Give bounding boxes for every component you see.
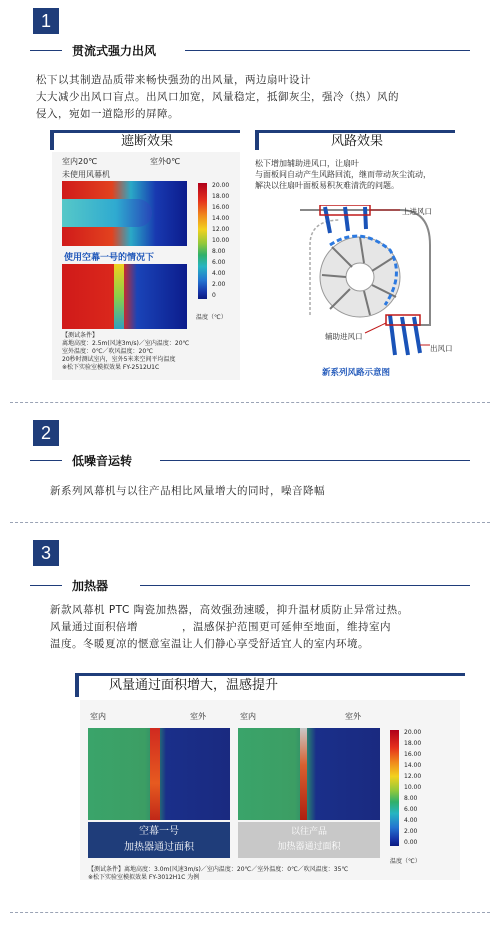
sim-new-heater: [88, 728, 230, 820]
right-outdoor-label: 室外: [345, 712, 361, 721]
airflow-desc-line: 与面板间自动产生风路回流，继而带动灰尘流动，: [255, 170, 431, 179]
section-1-para-line: 侵入，宛如一道隐形的屏障。: [36, 108, 179, 120]
section-2-rule-right: [160, 460, 470, 461]
indoor-label: 室内20℃: [62, 157, 98, 166]
no-curtain-label: 未使用风幕机: [62, 170, 110, 179]
outdoor-label: 室外0℃: [150, 157, 181, 166]
heating-temperature-legend: [390, 730, 399, 846]
left-indoor-label: 室内: [90, 712, 106, 721]
section-1-para-line: 松下以其制造品质带来畅快强劲的出风量，两边扇叶设计: [36, 74, 311, 86]
section-1-number: 1: [33, 8, 59, 34]
section-3-para-line: 新款风幕机 PTC 陶瓷加热器，高效强劲速暖，抑升温材质防止异常过热。: [50, 604, 409, 616]
top-inlet-label: 上进风口: [402, 207, 432, 216]
test-line: ※松下实验室模拟效果 FY-3012H1C 为例: [88, 874, 200, 881]
legend-label: 2.00: [404, 828, 418, 835]
legend-label: 20.00: [212, 182, 230, 189]
test-line: 20秒时测试室内，室外5米来空间平均温度: [62, 356, 176, 363]
legend-label: 18.00: [212, 193, 230, 200]
caption-line: 加热器通过面积: [277, 842, 341, 852]
test-line: 【测试条件】: [62, 332, 99, 339]
airflow-desc: [255, 158, 470, 191]
left-outdoor-label: 室外: [190, 712, 206, 721]
heating-test-conditions: [88, 866, 468, 882]
with-curtain-label: 使用空幕一号的情况下: [64, 253, 155, 263]
test-line: 离地高度：2.5m(风速3m/s)／室内温度：20℃: [62, 340, 190, 347]
caption-line: 加热器通过面积: [124, 842, 194, 853]
section-3-para: [50, 602, 485, 653]
section-1-para-line: 大大减少出风口盲点。出风口加宽，风量稳定，抵御灰尘，强冷（热）风的: [36, 91, 399, 103]
legend-label: 4.00: [212, 270, 226, 277]
test-conditions: [62, 332, 242, 372]
new-heater-caption: [88, 822, 230, 858]
old-heater-caption: [238, 822, 380, 858]
right-indoor-label: 室内: [240, 712, 256, 721]
legend-label: 18.00: [404, 740, 422, 747]
test-line: 【测试条件】离地高度：3.0m(风速3m/s)／室内温度：20℃／室外温度：0℃／吹风温度：35℃: [88, 866, 349, 873]
sim-with-curtain: [62, 264, 187, 329]
airflow-effect-heading: 风路效果: [255, 130, 455, 150]
section-3-rule: [30, 585, 62, 586]
fan-hub: [346, 263, 374, 291]
divider-2: [10, 522, 490, 523]
section-1-para: [36, 72, 476, 123]
shielding-effect-heading: 遮断效果: [50, 130, 240, 150]
legend-label: 4.00: [404, 817, 418, 824]
legend-label: 10.00: [404, 784, 422, 791]
sim-old-heater: [238, 728, 380, 820]
airflow-caption: 新系列风路示意图: [322, 368, 391, 378]
section-3-title: 加热器: [72, 579, 109, 593]
heating-banner: 风量通过面积增大，温感提升: [75, 673, 465, 697]
legend-label: 6.00: [404, 806, 418, 813]
legend-label: 12.00: [212, 226, 230, 233]
legend-label: 20.00: [404, 729, 422, 736]
legend-unit: 温度（℃）: [196, 314, 227, 321]
outlet-label: 出风口: [430, 344, 453, 353]
legend-label: 6.00: [212, 259, 226, 266]
cold-intrusion: [62, 199, 152, 227]
legend-label: 10.00: [212, 237, 230, 244]
section-3-number: 3: [33, 540, 59, 566]
divider-3: [10, 912, 490, 913]
airflow-desc-line: 解决以往扇叶面板易积灰难清洗的问题。: [255, 181, 399, 190]
section-3-para-line: 风量通过面积倍增 ，温感保护范围更可延伸至地面，维持室内: [50, 621, 391, 633]
legend-label: 0: [212, 292, 216, 299]
legend-label: 14.00: [404, 762, 422, 769]
caption-line: 以往产品: [290, 827, 327, 837]
airflow-diagram: [290, 205, 465, 365]
section-2-para: 新系列风幕机与以往产品相比风量增大的同时，噪音降幅: [50, 485, 325, 497]
section-2-title: 低噪音运转: [72, 454, 133, 468]
legend-label: 12.00: [404, 773, 422, 780]
section-2-rule: [30, 460, 62, 461]
legend-label: 8.00: [212, 248, 226, 255]
heater-stream: [150, 728, 160, 820]
aux-inlet-pointer: [365, 323, 386, 333]
divider-1: [10, 402, 490, 403]
section-3-para-line: 温度。冬暖夏凉的惬意室温让人们静心享受舒适宜人的室内环境。: [50, 638, 369, 650]
sim-without-curtain: [62, 181, 187, 246]
flow-arrow-outlet: [390, 315, 420, 355]
section-1-title: 贯流式强力出风: [72, 44, 157, 58]
legend-label: 16.00: [404, 751, 422, 758]
section-2-number: 2: [33, 420, 59, 446]
section-3-rule-right: [140, 585, 470, 586]
air-curtain-stream: [114, 264, 124, 329]
temperature-legend: [198, 183, 207, 299]
legend-label: 2.00: [212, 281, 226, 288]
airflow-desc-line: 松下增加辅助进风口，让扇叶: [255, 159, 359, 168]
section-1-rule-right: [185, 50, 470, 51]
aux-inlet-label: 辅助进风口: [325, 332, 363, 341]
section-1-rule: [30, 50, 62, 51]
legend-label: 16.00: [212, 204, 230, 211]
legend-label: 8.00: [404, 795, 418, 802]
test-line: 室外温度：0℃／吹风温度：20℃: [62, 348, 153, 355]
legend-label: 0.00: [404, 839, 418, 846]
test-line: ※松下实验室模拟效果 FY-2512U1C: [62, 364, 160, 371]
heater-stream: [300, 728, 307, 820]
heating-legend-unit: 温度（℃）: [390, 858, 421, 865]
caption-line: 空幕一号: [139, 826, 179, 837]
legend-label: 14.00: [212, 215, 230, 222]
